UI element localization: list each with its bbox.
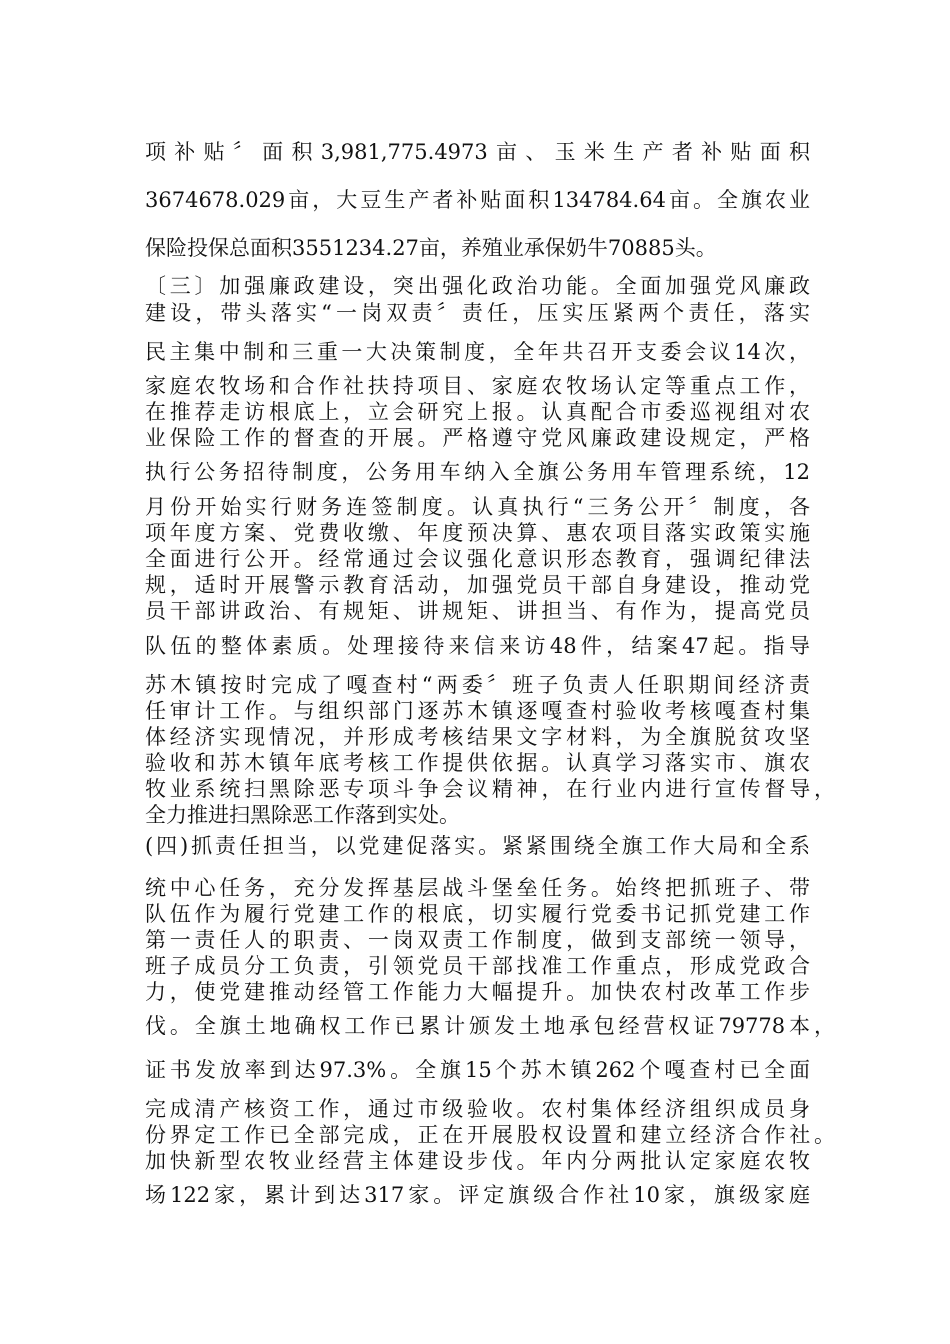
- text-line: 全力推进扫黑除恶工作落到实处。: [145, 803, 460, 827]
- text-line: 统中心任务，充分发挥基层战斗堡垒任务。始终把抓班子、带: [145, 876, 810, 900]
- text-line: 场122家，累计到达317家。评定旗级合作社10家，旗级家庭: [145, 1183, 810, 1207]
- text-line: 家庭农牧场和合作社扶持项目、家庭农牧场认定等重点工作，: [145, 374, 810, 398]
- text-line: 全面进行公开。经常通过会议强化意识形态教育，强调纪律法: [145, 547, 810, 571]
- text-line: 3674678.029亩，大豆生产者补贴面积134784.64亩。全旗农业: [145, 188, 810, 212]
- text-line: 证书发放率到达97.3%。全旗15个苏木镇262个嘎查村已全面: [145, 1058, 810, 1082]
- text-line: 项年度方案、党费收缴、年度预决算、惠农项目落实政策实施: [145, 521, 810, 545]
- text-line: 队伍作为履行党建工作的根底，切实履行党委书记抓党建工作: [145, 902, 810, 926]
- text-line: 月份开始实行财务连签制度。认真执行“三务公开〞制度，各: [145, 495, 810, 519]
- text-line: 班子成员分工负责，引领党员干部找准工作重点，形成党政合: [145, 954, 810, 978]
- text-line: 建设，带头落实“一岗双责〞责任，压实压紧两个责任，落实: [145, 301, 810, 325]
- text-line: 加快新型农牧业经营主体建设步伐。年内分两批认定家庭农牧: [145, 1149, 810, 1173]
- text-line: 验收和苏木镇年底考核工作提供依据。认真学习落实市、旗农: [145, 751, 810, 775]
- text-line: 执行公务招待制度，公务用车纳入全旗公务用车管理系统，12: [145, 460, 810, 484]
- text-line: 苏木镇按时完成了嘎查村“两委〞班子负责人任职期间经济责: [145, 673, 810, 697]
- text-line: 体经济实现情况，并形成考核结果文字材料，为全旗脱贫攻坚: [145, 725, 810, 749]
- text-line: 任审计工作。与组织部门逐苏木镇逐嘎查村验收考核嘎查村集: [145, 699, 810, 723]
- text-line: 业保险工作的督查的开展。严格遵守党风廉政建设规定，严格: [145, 426, 810, 450]
- text-line: 项补贴〞面积3,981,775.4973亩、玉米生产者补贴面积: [145, 140, 810, 164]
- text-line: 力，使党建推动经管工作能力大幅提升。加快农村改革工作步: [145, 980, 810, 1004]
- text-line: (四)抓责任担当，以党建促落实。紧紧围绕全旗工作大局和全系: [145, 834, 810, 858]
- text-line: 在推荐走访根底上，立会研究上报。认真配合市委巡视组对农: [145, 400, 810, 424]
- text-line: 规，适时开展警示教育活动，加强党员干部自身建设，推动党: [145, 573, 810, 597]
- text-line: 份界定工作已全部完成，正在开展股权设置和建立经济合作社。: [145, 1123, 835, 1147]
- text-line: 牧业系统扫黑除恶专项斗争会议精神，在行业内进行宣传督导，: [145, 777, 835, 801]
- text-line: 员干部讲政治、有规矩、讲规矩、讲担当、有作为，提高党员: [145, 599, 810, 623]
- text-line: 保险投保总面积3551234.27亩，养殖业承保奶牛70885头。: [145, 236, 717, 260]
- text-line: 第一责任人的职责、一岗双责工作制度，做到支部统一领导，: [145, 928, 810, 952]
- text-line: 民主集中制和三重一大决策制度，全年共召开支委会议14次，: [145, 340, 810, 364]
- text-line: 〔三〕加强廉政建设，突出强化政治功能。全面加强党风廉政: [145, 274, 810, 298]
- text-line: 完成清产核资工作，通过市级验收。农村集体经济组织成员身: [145, 1097, 810, 1121]
- text-line: 队伍的整体素质。处理接待来信来访48件，结案47起。指导: [145, 634, 810, 658]
- text-line: 伐。全旗土地确权工作已累计颁发土地承包经营权证79778本，: [145, 1014, 835, 1038]
